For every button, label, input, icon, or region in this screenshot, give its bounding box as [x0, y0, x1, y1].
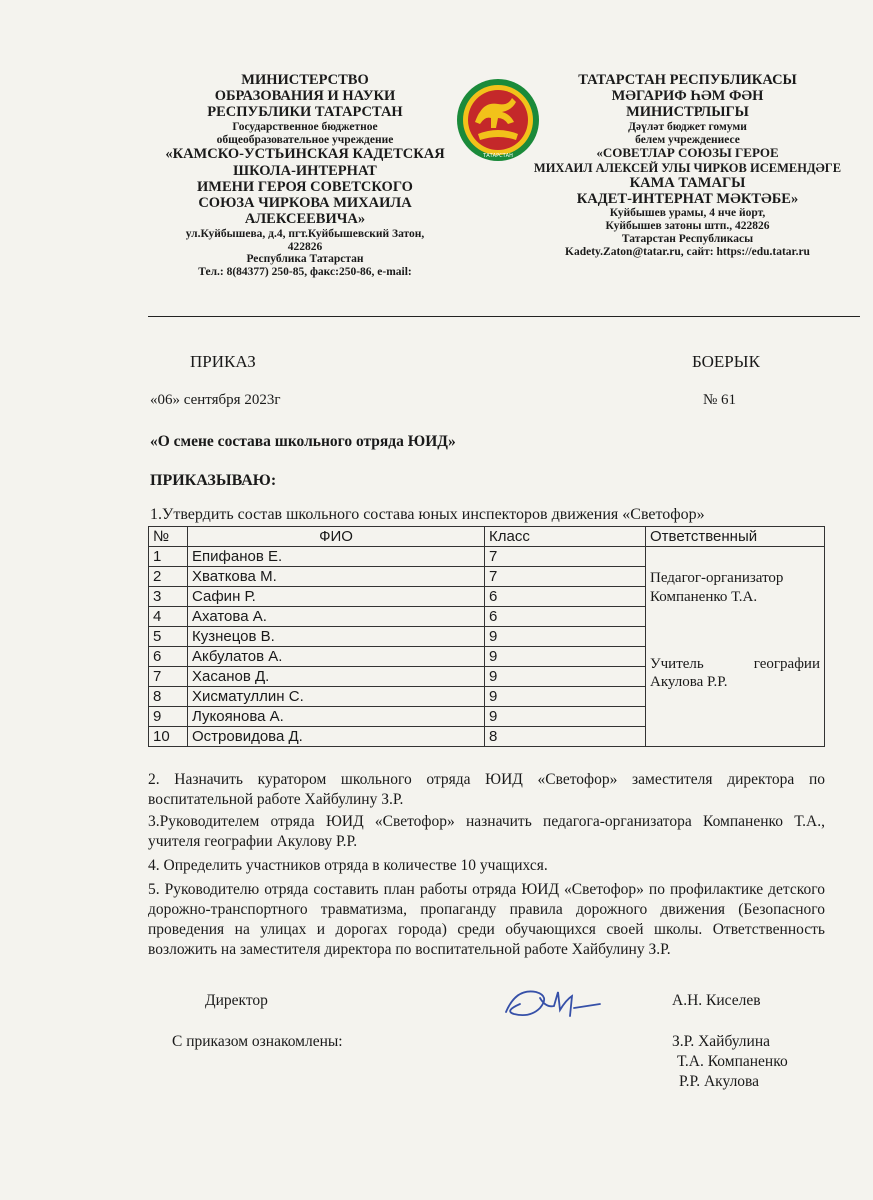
header-left-line: общеобразовательное учреждение: [216, 133, 394, 146]
order-word: ПРИКАЗЫВАЮ:: [150, 472, 277, 489]
emblem-text: ТАТАРСТАН: [483, 153, 513, 159]
item-2: 2. Назначить куратором школьного отряда ЮИД «Светофор» заместителя директора по воспитательной работе Хайбулину З.Р.: [148, 771, 825, 808]
cell-class: 7: [485, 547, 646, 567]
cell-class: 9: [485, 707, 646, 727]
header-right-line: Kadety.Zaton@tatar.ru, сайт: https://edu.tatar.ru: [565, 246, 810, 259]
cell-number: 7: [149, 667, 188, 687]
responsible-2-name: Акулова Р.Р.: [650, 674, 728, 691]
cell-name: Хисматуллин С.: [188, 687, 485, 707]
header-left-line: АЛЕКСЕЕВИЧА»: [244, 211, 366, 228]
acquainted-person: Т.А. Компаненко: [677, 1053, 788, 1070]
cell-class: 8: [485, 727, 646, 747]
acquainted-label: С приказом ознакомлены:: [172, 1033, 343, 1050]
cell-number: 4: [149, 607, 188, 627]
cell-number: 2: [149, 567, 188, 587]
header-left-line: ул.Куйбышева, д.4, пгт.Куйбышевский Затон,: [185, 227, 425, 240]
header-right-line: КАМА ТАМАГЫ: [629, 175, 746, 191]
header-left-line: 422826: [287, 240, 323, 253]
cell-number: 9: [149, 707, 188, 727]
cell-class: 6: [485, 587, 646, 607]
cell-number: 5: [149, 627, 188, 647]
col-header-number: №: [149, 527, 188, 547]
header-right-line: МИХАИЛ АЛЕКСЕЙ УЛЫ ЧИРКОВ ИСЕМЕНДӘГЕ: [533, 161, 842, 175]
responsible-1-name: Компаненко Т.А.: [650, 588, 758, 605]
cell-class: 9: [485, 647, 646, 667]
item-5: 5. Руководителю отряда составить план работы отряда ЮИД «Светофор» по профилактике детского дорожно-транспортного травматизма, пропаганду правила дорожного движения (Безопасного проведения на улицах и дорогах города) среди обучающихся своей школы. Ответственность возложить на заместителя директора по воспитательной работе Хайбулину З.Р.: [148, 881, 825, 958]
acquainted-person: Р.Р. Акулова: [679, 1073, 760, 1090]
header-right-line: Татарстан Республикасы: [621, 233, 754, 246]
cell-name: Акбулатов А.: [188, 647, 485, 667]
item-3: 3.Руководителем отряда ЮИД «Светофор» назначить педагога-организатора Компаненко Т.А., учителя географии Акулову Р.Р.: [148, 813, 825, 850]
doc-title-ru: ПРИКАЗ: [190, 352, 256, 371]
header-right-line: КАДЕТ-ИНТЕРНАТ МӘКТӘБЕ»: [576, 191, 799, 208]
cell-name: Лукоянова А.: [188, 707, 485, 727]
doc-subject: «О смене состава школьного отряда ЮИД»: [150, 433, 456, 450]
header-divider: [148, 316, 860, 317]
doc-date: «06» сентября 2023г: [150, 392, 281, 408]
cell-number: 1: [149, 547, 188, 567]
header-left-line: ИМЕНИ ГЕРОЯ СОВЕТСКОГО: [197, 178, 413, 195]
header-left-line: ШКОЛА-ИНТЕРНАТ: [233, 162, 377, 179]
doc-title-tt: БОЕРЫК: [692, 352, 760, 371]
header-left-line: СОЮЗА ЧИРКОВА МИХАИЛА: [198, 195, 412, 212]
table-header-row: [149, 527, 825, 547]
acquainted-person: З.Р. Хайбулина: [672, 1033, 771, 1050]
cell-number: 3: [149, 587, 188, 607]
header-left-line: Тел.: 8(84377) 250-85, факс:250-86, e-mail:: [198, 266, 412, 279]
roster-table: [148, 526, 825, 747]
header-right-tt: [505, 72, 870, 259]
item-4: 4. Определить участников отряда в количестве 10 учащихся.: [148, 857, 548, 874]
responsible-2-role: Учитель географии: [650, 655, 820, 672]
col-header-responsible: Ответственный: [646, 527, 825, 547]
col-header-class: Класс: [485, 527, 646, 547]
header-left-line: ОБРАЗОВАНИЯ И НАУКИ: [214, 88, 396, 105]
director-signature-icon: [500, 982, 605, 1028]
item-1: 1.Утвердить состав школьного состава юных инспекторов движения «Светофор»: [150, 506, 705, 523]
header-right-line: Куйбышев затоны штп., 422826: [605, 220, 770, 233]
cell-class: 9: [485, 687, 646, 707]
cell-responsible: [646, 547, 825, 747]
header-left-line: РЕСПУБЛИКИ ТАТАРСТАН: [207, 104, 403, 121]
col-header-name: ФИО: [188, 527, 485, 547]
cell-number: 10: [149, 727, 188, 747]
director-label: Директор: [205, 992, 268, 1009]
cell-class: 9: [485, 667, 646, 687]
cell-name: Хасанов Д.: [188, 667, 485, 687]
header-right-line: МИНИСТРЛЫГЫ: [626, 104, 749, 121]
director-name: А.Н. Киселев: [672, 992, 761, 1009]
header-left-line: МИНИСТЕРСТВО: [241, 72, 369, 88]
header-right-line: ТАТАРСТАН РЕСПУБЛИКАСЫ: [578, 72, 797, 88]
header-left-line: «КАМСКО-УСТЬИНСКАЯ КАДЕТСКАЯ: [165, 146, 445, 163]
cell-name: Кузнецов В.: [188, 627, 485, 647]
responsible-1-role: Педагог-организатор: [650, 570, 784, 586]
cell-name: Сафин Р.: [188, 587, 485, 607]
cell-name: Островидова Д.: [188, 727, 485, 747]
cell-name: Епифанов Е.: [188, 547, 485, 567]
header-right-line: Дәүләт бюджет гомуми: [628, 120, 747, 133]
header-left-ru: [145, 72, 465, 279]
header-left-line: Республика Татарстан: [246, 253, 364, 266]
cell-class: 7: [485, 567, 646, 587]
cell-number: 8: [149, 687, 188, 707]
cell-class: 9: [485, 627, 646, 647]
header-left-line: Государственное бюджетное: [232, 120, 378, 133]
cell-name: Хваткова М.: [188, 567, 485, 587]
header-right-line: «СОВЕТЛАР СОЮЗЫ ГЕРОЕ: [596, 145, 779, 161]
cell-name: Ахатова А.: [188, 607, 485, 627]
table-row: [149, 547, 825, 567]
cell-class: 6: [485, 607, 646, 627]
header-right-line: Куйбышев урамы, 4 нче йорт,: [609, 207, 766, 220]
doc-number: № 61: [703, 392, 737, 408]
header-right-line: МӘГАРИФ ҺӘМ ФӘН: [611, 88, 764, 105]
cell-number: 6: [149, 647, 188, 667]
header-right-line: белем учреждениесе: [635, 133, 740, 146]
